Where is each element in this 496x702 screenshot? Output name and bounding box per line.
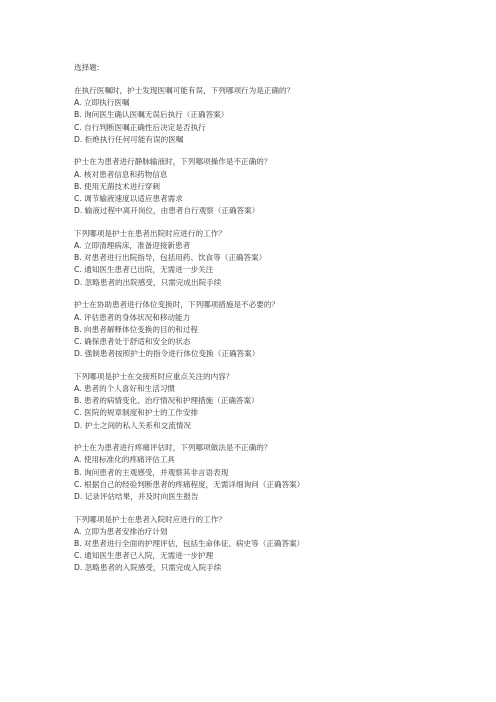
option-a: A. 使用标准化的疼痛评估工具	[74, 455, 176, 465]
option-b: B. 对患者进行全面的护理评估，包括生命体征、病史等（正确答案）	[74, 539, 305, 548]
option-d: D. 记录评估结果，并及时向医生报告	[74, 491, 199, 501]
question-stem: 护士在协助患者进行体位变换时，下列哪项措施是不必要的？	[74, 300, 280, 310]
option-a: A. 立即执行医嘱	[74, 98, 130, 108]
option-b: B. 使用无菌技术进行穿刺	[74, 181, 160, 191]
question-stem: 护士在为患者进行疼痛评估时，下列哪项做法是不正确的？	[74, 443, 272, 453]
document-page	[74, 62, 474, 585]
option-b: B. 患者的病情变化、治疗情况和护理措施（正确答案）	[74, 396, 259, 406]
option-c: C. 调节输液速度以适应患者需求	[74, 194, 183, 203]
option-a: A. 核对患者信息和药物信息	[74, 169, 168, 179]
option-d: D. 拒绝执行任何可能有误的医嘱	[74, 134, 184, 144]
option-b: B. 询问医生确认医嘱无误后执行（正确答案）	[74, 110, 229, 120]
option-c: C. 通知医生患者已出院，无需进一步关注	[74, 265, 214, 275]
option-d: D. 忽略患者的入院感受，只需完成入院手续	[74, 563, 222, 573]
question-1	[74, 85, 474, 146]
option-b: B. 向患者解释体位变换的目的和过程	[74, 324, 198, 334]
question-5	[74, 371, 474, 432]
question-stem: 下列哪项是护士在患者入院时应进行的工作？	[74, 514, 226, 524]
question-stem: 下列哪项是护士在交接班时应重点关注的内容？	[74, 371, 234, 381]
option-d: D. 输液过程中离开岗位，由患者自行观察（正确答案）	[74, 206, 260, 216]
option-d: D. 护士之间的私人关系和交流情况	[74, 420, 191, 430]
question-6	[74, 442, 474, 503]
question-7	[74, 514, 474, 575]
option-a: A. 立即清理病床，准备迎接新患者	[74, 241, 191, 251]
question-stem: 护士在为患者进行静脉输液时，下列哪项操作是不正确的？	[74, 157, 272, 167]
option-c: C. 确保患者处于舒适和安全的状态	[74, 336, 191, 346]
option-c: C. 医院的规章制度和护士的工作安排	[74, 408, 199, 418]
section-heading: 选择题:	[74, 63, 100, 72]
option-a: A. 患者的个人喜好和生活习惯	[74, 383, 176, 393]
question-4	[74, 299, 474, 360]
question-stem: 在执行医嘱时，护士发现医嘱可能有误，下列哪项行为是正确的？	[74, 86, 295, 95]
option-c: C. 自行判断医嘱正确性后决定是否执行	[74, 122, 206, 132]
option-c: C. 根据自己的经验判断患者的疼痛程度，无需详细询问（正确答案）	[74, 479, 305, 489]
option-a: A. 评估患者的身体状况和移动能力	[74, 312, 191, 322]
option-a: A. 立即为患者安排治疗计划	[74, 526, 168, 536]
question-stem: 下列哪项是护士在患者出院时应进行的工作？	[74, 228, 226, 238]
option-d: D. 忽略患者的出院感受，只需完成出院手续	[74, 277, 222, 287]
question-3	[74, 228, 474, 289]
option-b: B. 询问患者的主观感受，并观察其非言语表现	[74, 467, 229, 477]
option-d: D. 强制患者按照护士的指令进行体位变换（正确答案）	[74, 349, 260, 359]
option-c: C. 通知医生患者已入院，无需进一步护理	[74, 551, 214, 561]
option-b: B. 对患者进行出院指导，包括用药、饮食等（正确答案）	[74, 253, 267, 263]
question-2	[74, 156, 474, 217]
